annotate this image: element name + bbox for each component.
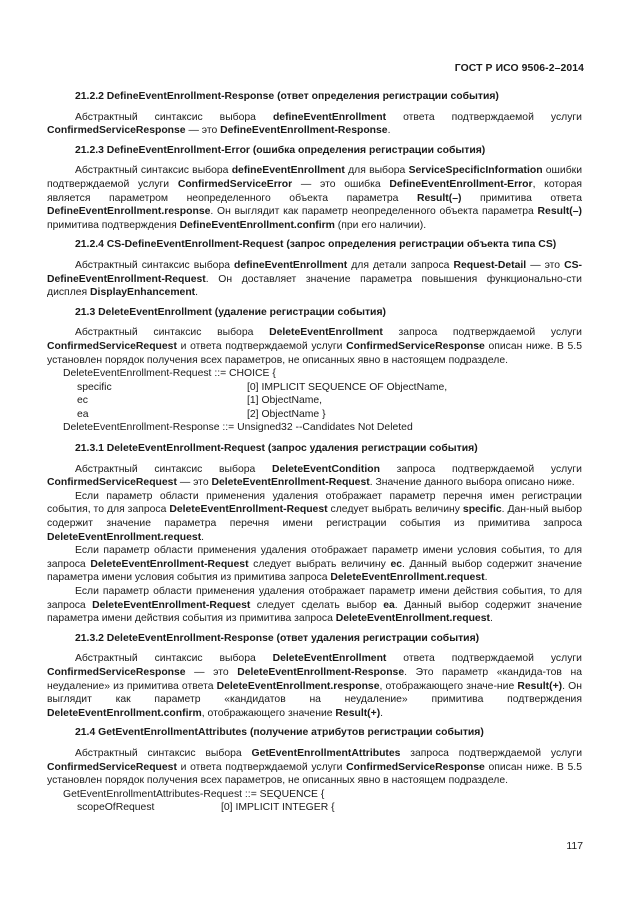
bold-term: ConfirmedServiceRequest	[47, 761, 177, 773]
bold-term: DeleteEventEnrollment.request	[47, 531, 202, 543]
heading-21-4: 21.4 GetEventEnrollmentAttributes (получение атрибутов регистрации события)	[75, 727, 484, 739]
heading-21-3-2: 21.3.2 DeleteEventEnrollment-Response (ответ удаления регистрации события)	[75, 632, 480, 644]
bold-term: ConfirmedServiceError	[177, 178, 293, 190]
code-row	[47, 408, 582, 422]
para-21-2-2: Абстрактный синтаксис выбора defineEventEnrollment ответа подтверждаемой услуги ConfirmedServiceResponse — это DefineEventEnrollment-Response.	[47, 111, 582, 137]
code-field-name: ea	[77, 408, 89, 420]
bold-term: DeleteEventEnrollment-Request	[90, 558, 249, 570]
code-field-def: [0] IMPLICIT INTEGER {	[221, 802, 335, 814]
para-21-3-1-a: Абстрактный синтаксис выбора DeleteEventCondition запроса подтверждаемой услуги ConfirmedServiceRequest — это DeleteEventEnrollment-Request. Значение данного выбора описано ниже.	[47, 463, 582, 489]
page-content	[47, 90, 582, 815]
para-21-3-1-c: Если параметр области применения удаления отображает параметр имени условия события, то для запроса DeleteEventEnrollment-Request следует выбрать величину ec. Данный выбор содержит значение параметра имени условия события из примитива запроса DeleteEventEnrollment.request.	[47, 545, 582, 584]
bold-term: ConfirmedServiceResponse	[346, 761, 485, 773]
code-row	[47, 381, 582, 395]
code-row	[47, 394, 582, 408]
bold-term: ConfirmedServiceRequest	[47, 477, 177, 489]
code-line: DeleteEventEnrollment-Response ::= Unsigned32 --Candidates Not Deleted	[63, 422, 413, 434]
bold-term: Result(–)	[537, 206, 582, 218]
bold-term: ServiceSpecificInformation	[408, 165, 543, 177]
bold-term: ConfirmedServiceResponse	[346, 340, 485, 352]
bold-term: ea	[383, 599, 395, 611]
para-21-3-2: Абстрактный синтаксис выбора DeleteEventEnrollment ответа подтверждаемой услуги ConfirmedServiceResponse — это DeleteEventEnrollment-Response. Это параметр «кандида-тов на неудаление» из примитива ответа DeleteEventEnrollment.response, отображающего значе-ние Result(+). Он выглядит как параметр «кандидатов на неудаление» примитива подтверждения DeleteEventEnrollment.confirm, отображающего значение Result(+).	[47, 653, 582, 719]
bold-term: GetEventEnrollmentAttributes	[251, 747, 401, 759]
bold-term: DefineEventEnrollment.response	[47, 206, 211, 218]
para-21-3: Абстрактный синтаксис выбора DeleteEventEnrollment запроса подтверждаемой услуги ConfirmedServiceRequest и ответа подтверждаемой услуги ConfirmedServiceResponse описан ниже. В 5.5 установлен порядок получения всех параметров, не описанных явно в настоящем подразделе.	[47, 327, 582, 366]
para-21-4: Абстрактный синтаксис выбора GetEventEnrollmentAttributes запроса подтверждаемой услуги ConfirmedServiceRequest и ответа подтверждаемой услуги ConfirmedServiceResponse описан ниже. В 5.5 установлен порядок получения всех параметров, не описанных явно в настоящем подразделе.	[47, 747, 582, 787]
bold-term: DeleteEventEnrollment.request	[335, 613, 490, 625]
para-21-3-1-b: Если параметр области применения удаления отображает параметр перечня имен регистрации события, то для запроса DeleteEventEnrollment-Request следует выбрать величину specific. Дан-ный выбор содержит значение параметра перечня имени регистрации события из примитива запроса DeleteEventEnrollment.request.	[47, 490, 582, 543]
heading-21-3-1: 21.3.1 DeleteEventEnrollment-Request (запрос удаления регистрации события)	[75, 443, 478, 455]
para-21-2-3: Абстрактный синтаксис выбора defineEventEnrollment для выбора ServiceSpecificInformation ошибки подтверждаемой услуги ConfirmedServiceError — это ошибка DefineEventEnrollment-Error, которая является параметром неопределенного объекта параметра Result(–) примитива ответа DefineEventEnrollment.response. Он выглядит как параметр неопределенного объекта параметра Result(–) примитива подтверждения DefineEventEnrollment.confirm (при его наличии).	[47, 165, 582, 231]
bold-term: DefineEventEnrollment.confirm	[179, 219, 335, 231]
code-row	[47, 801, 582, 815]
bold-term: ConfirmedServiceResponse	[47, 125, 186, 137]
para-21-3-1-d: Если параметр области применения удаления отображает параметр имени действия события, то для запроса DeleteEventEnrollment-Request следует сделать выбор ea. Данный выбор содержит значение параметра имени действия события из примитива запроса DeleteEventEnrollment.request.	[47, 586, 582, 625]
bold-term: Result(+)	[335, 707, 381, 719]
bold-term: Request-Detail	[453, 259, 527, 271]
code-field-def: [1] ObjectName,	[247, 395, 323, 407]
bold-term: defineEventEnrollment	[272, 111, 387, 123]
bold-term: ConfirmedServiceResponse	[47, 666, 186, 678]
bold-term: DeleteEventEnrollment.confirm	[47, 707, 202, 719]
bold-term: DeleteEventEnrollment-Request	[92, 599, 251, 611]
code-line: DeleteEventEnrollment-Request ::= CHOICE {	[63, 368, 276, 380]
bold-term: specific	[462, 504, 502, 516]
bold-term: Result(+)	[517, 680, 563, 692]
heading-21-3: 21.3 DeleteEventEnrollment (удаление регистрации события)	[75, 306, 386, 318]
code-field-name: specific	[77, 381, 112, 393]
heading-21-2-4: 21.2.4 CS-DefineEventEnrollment-Request (запрос определения регистрации объекта типа CS)	[75, 239, 557, 251]
bold-term: defineEventEnrollment	[234, 259, 348, 271]
heading-21-2-3: 21.2.3 DefineEventEnrollment-Error (ошибка определения регистрации события)	[75, 144, 486, 156]
bold-term: DefineEventEnrollment-Response	[220, 125, 388, 137]
para-21-2-4: Абстрактный синтаксис выбора defineEventEnrollment для детали запроса Request-Detail — это CS-DefineEventEnrollment-Request. Он доставляет значение параметра повышения функционально-сти дисплея DisplayEnhancement.	[47, 259, 582, 299]
bold-term: ec	[390, 558, 403, 570]
bold-term: defineEventEnrollment	[231, 165, 345, 177]
bold-term: DefineEventEnrollment-Error	[389, 178, 533, 190]
bold-term: DeleteEventEnrollment	[269, 327, 383, 339]
bold-term: DeleteEventEnrollment-Request	[169, 504, 328, 516]
bold-term: DisplayEnhancement	[90, 287, 196, 299]
code-field-name: ec	[77, 395, 88, 407]
bold-term: DeleteEventEnrollment.response	[216, 680, 380, 692]
bold-term: DeleteEventEnrollment	[272, 653, 387, 665]
code-field-name: scopeOfRequest	[77, 802, 155, 814]
code-field-def: [2] ObjectName }	[247, 408, 326, 420]
bold-term: DeleteEventEnrollment.request	[330, 572, 485, 584]
bold-term: DeleteEventEnrollment-Request	[211, 477, 370, 489]
bold-term: Result(–)	[416, 192, 462, 204]
heading-21-2-2: 21.2.2 DefineEventEnrollment-Response (ответ определения регистрации события)	[75, 91, 499, 102]
bold-term: DeleteEventCondition	[271, 463, 380, 475]
code-line: GetEventEnrollmentAttributes-Request ::= SEQUENCE {	[63, 788, 325, 800]
bold-term: DeleteEventEnrollment-Response	[237, 666, 405, 678]
bold-term: ConfirmedServiceRequest	[47, 340, 177, 352]
code-field-def: [0] IMPLICIT SEQUENCE OF ObjectName,	[247, 381, 448, 393]
standard-header: ГОСТ Р ИСО 9506-2–2014	[454, 63, 584, 74]
page-number: 117	[566, 841, 583, 852]
bold-term: CS-DefineEventEnrollment-Request	[47, 259, 582, 285]
